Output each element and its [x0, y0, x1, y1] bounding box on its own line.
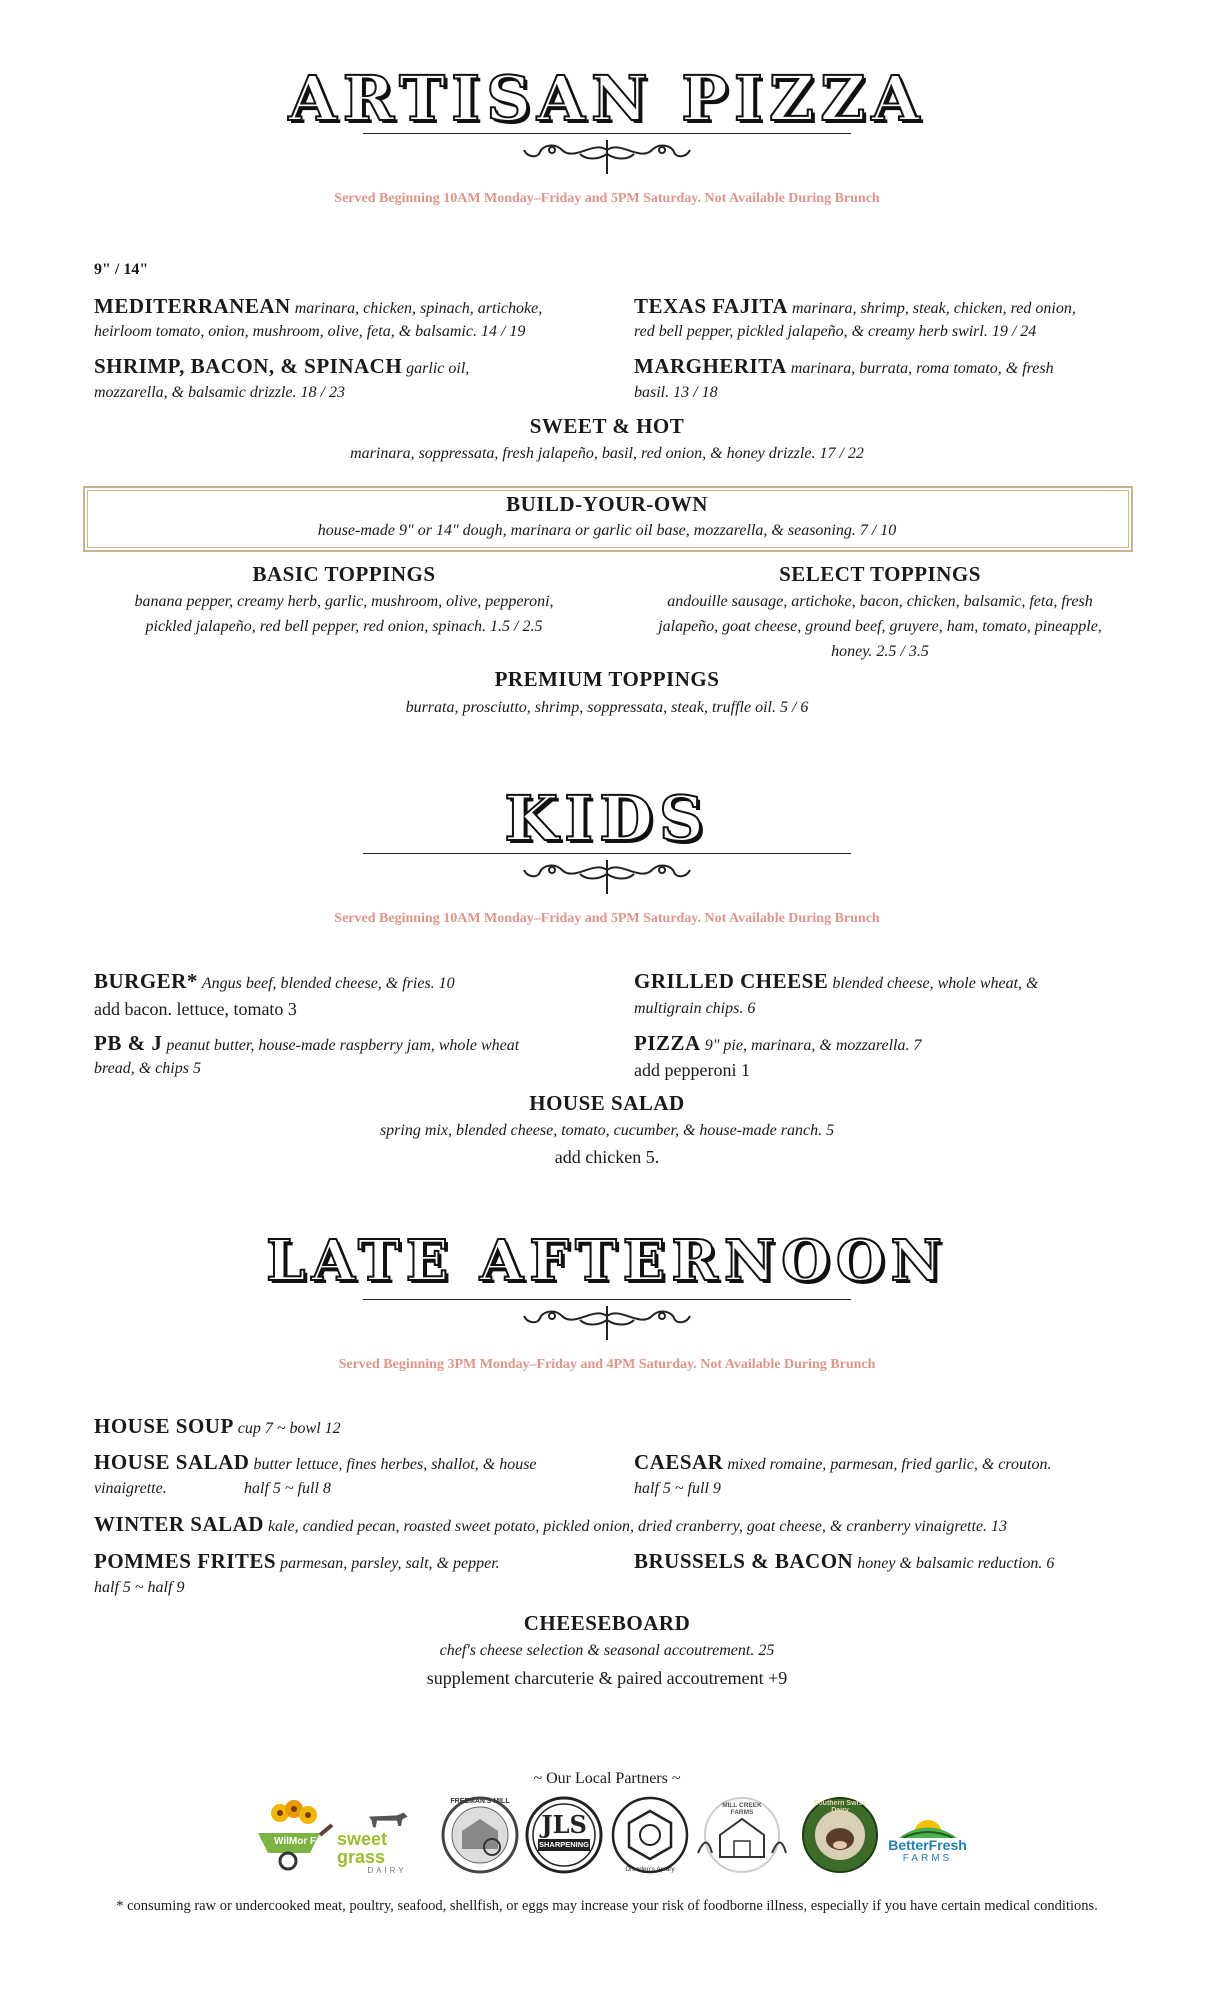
item-desc-cont: multigrain chips. 6: [634, 1000, 756, 1017]
select-toppings-name: SELECT TOPPINGS: [779, 562, 981, 586]
item-desc-cont: half 5 ~ full 9: [634, 1480, 721, 1497]
mill-creek-text: MILL CREEK FARMS: [722, 1802, 762, 1816]
menu-item-house-soup: [94, 1414, 341, 1441]
item-desc: mixed romaine, parmesan, fried garlic, & crouton.: [727, 1456, 1052, 1473]
menu-item-shrimp-bacon-spinach: [94, 354, 469, 381]
item-name: PB & J: [94, 1031, 163, 1055]
basic-toppings-desc-cont: pickled jalapeño, red bell pepper, red onion, spinach. 1.5 / 2.5: [145, 618, 543, 635]
build-your-own-name: BUILD-YOUR-OWN: [506, 492, 708, 516]
jls-text: JLS: [541, 1810, 587, 1839]
sharpening-text: SHARPENING: [538, 1840, 589, 1849]
item-desc: honey & balsamic reduction. 6: [857, 1555, 1055, 1572]
menu-item-grilled-cheese: [634, 969, 1038, 996]
item-desc: blended cheese, whole wheat, &: [832, 975, 1039, 992]
premium-toppings-name: PREMIUM TOPPINGS: [494, 667, 720, 691]
menu-item-house-salad: [94, 1450, 537, 1477]
item-name: TEXAS FAJITA: [634, 294, 788, 318]
flourish-ornament-icon: [514, 856, 700, 898]
artisan-pizza-title: ARTISAN PIZZA: [288, 62, 926, 135]
menu-item-kids-pizza: [634, 1031, 921, 1058]
kids-house-salad-addon: add chicken 5.: [554, 1147, 660, 1167]
menu-item-burger: [94, 969, 455, 996]
item-desc: cup 7 ~ bowl 12: [237, 1420, 341, 1437]
item-desc-cont: mozzarella, & balsamic drizzle. 18 / 23: [94, 384, 345, 401]
menu-item-mediterranean: [94, 294, 542, 321]
item-name: BRUSSELS & BACON: [634, 1549, 854, 1573]
item-desc-cont: half 5 ~ half 9: [94, 1579, 185, 1596]
title-rule: [363, 1299, 851, 1300]
item-name: GRILLED CHEESE: [634, 969, 829, 993]
item-name: MEDITERRANEAN: [94, 294, 291, 318]
item-desc: 9" pie, marinara, & mozzarella. 7: [704, 1037, 922, 1054]
wilmor-logo-text: WilMor Farms: [274, 1836, 341, 1847]
sweet-grass-text: sweet grass: [337, 1829, 388, 1867]
kids-served-note: Served Beginning 10AM Monday–Friday and 5PM Saturday. Not Available During Brunch: [334, 911, 880, 926]
item-name: SHRIMP, BACON, & SPINACH: [94, 354, 403, 378]
betterfresh-farms-logo: [885, 1800, 970, 1872]
item-name: POMMES FRITES: [94, 1549, 277, 1573]
build-your-own-desc: house-made 9" or 14" dough, marinara or garlic oil base, mozzarella, & seasoning. 7 / 10: [317, 522, 897, 539]
cheeseboard-desc: chef's cheese selection & seasonal accoutrement. 25: [439, 1642, 775, 1659]
late-served-note: Served Beginning 3PM Monday–Friday and 4PM Saturday. Not Available During Brunch: [338, 1357, 876, 1372]
southern-swiss-text: Southern Swiss Dairy: [813, 1800, 867, 1814]
item-desc: Angus beef, blended cheese, & fries. 10: [201, 975, 455, 992]
item-desc: marinara, shrimp, steak, chicken, red onion,: [792, 300, 1076, 317]
item-addon: add bacon. lettuce, tomato 3: [94, 999, 297, 1019]
item-addon: add pepperoni 1: [634, 1060, 750, 1080]
menu-item-pbj: [94, 1031, 519, 1058]
select-toppings-desc: andouille sausage, artichoke, bacon, chicken, balsamic, feta, fresh: [667, 593, 1093, 610]
freemans-mill-text: FREEMAN'S MILL: [450, 1798, 510, 1805]
item-price: half 5 ~ full 8: [244, 1480, 331, 1497]
item-desc: kale, candied pecan, roasted sweet potato, pickled onion, dried cranberry, goat cheese, & cranberry vinaigrette. 13: [267, 1518, 1008, 1535]
kids-house-salad-desc: spring mix, blended cheese, tomato, cucumber, & house-made ranch. 5: [379, 1122, 835, 1139]
item-desc: peanut butter, house-made raspberry jam, whole wheat: [166, 1037, 520, 1054]
menu-item-pommes-frites: [94, 1549, 500, 1576]
sweet-hot-desc: marinara, soppressata, fresh jalapeño, basil, red onion, & honey drizzle. 17 / 22: [350, 445, 864, 462]
cheeseboard-addon: supplement charcuterie & paired accoutrement +9: [426, 1668, 788, 1688]
item-desc: parmesan, parsley, salt, & pepper.: [280, 1555, 500, 1572]
menu-item-margherita: [634, 354, 1054, 381]
hexagon-seal-icon: [610, 1795, 690, 1875]
item-name: HOUSE SALAD: [94, 1450, 250, 1474]
item-desc-cont: basil. 13 / 18: [634, 384, 718, 401]
item-desc: butter lettuce, fines herbes, shallot, & house: [253, 1456, 537, 1473]
basic-toppings-name: BASIC TOPPINGS: [252, 562, 436, 586]
premium-toppings-desc: burrata, prosciutto, shrimp, soppressata, steak, truffle oil. 5 / 6: [405, 699, 809, 716]
kids-house-salad-name: HOUSE SALAD: [529, 1091, 685, 1115]
title-rule: [363, 853, 851, 854]
item-desc-cont: vinaigrette.: [94, 1480, 167, 1497]
pizza-served-note: Served Beginning 10AM Monday–Friday and 5PM Saturday. Not Available During Brunch: [334, 191, 880, 206]
dairy-text: DAIRY: [367, 1866, 407, 1875]
item-name: MARGHERITA: [634, 354, 787, 378]
item-desc-cont: heirloom tomato, onion, mushroom, olive, feta, & balsamic. 14 / 19: [94, 323, 526, 340]
basic-toppings-desc: banana pepper, creamy herb, garlic, mushroom, olive, pepperoni,: [134, 593, 554, 610]
dreadens-apiary-text: Dreaden's Apiary: [625, 1866, 675, 1873]
betterfresh-text: BetterFresh: [888, 1837, 967, 1853]
local-partners-heading: ~ Our Local Partners ~: [533, 1770, 681, 1787]
item-name: WINTER SALAD: [94, 1512, 264, 1536]
item-name: CAESAR: [634, 1450, 724, 1474]
pizza-sizes: 9" / 14": [94, 261, 149, 278]
item-desc: marinara, chicken, spinach, artichoke,: [294, 300, 543, 317]
dreadens-apiary-logo: [610, 1795, 690, 1875]
late-afternoon-title: LATE AFTERNOON: [266, 1228, 948, 1294]
item-name: BURGER*: [94, 969, 198, 993]
cheeseboard-name: CHEESEBOARD: [523, 1611, 691, 1635]
sweet-hot-name: SWEET & HOT: [529, 414, 685, 438]
sunrise-fields-icon: [897, 1808, 959, 1838]
wheelbarrow-flowers-icon: [250, 1795, 335, 1875]
select-toppings-desc-cont2: honey. 2.5 / 3.5: [831, 643, 929, 660]
item-desc: garlic oil,: [406, 360, 470, 377]
wilmor-farms-logo: [250, 1795, 335, 1875]
menu-item-texas-fajita: [634, 294, 1076, 321]
kids-title: KIDS: [504, 782, 710, 855]
item-desc-cont: red bell pepper, pickled jalapeño, & creamy herb swirl. 19 / 24: [634, 323, 1037, 340]
menu-item-caesar: [634, 1450, 1051, 1477]
farms-text: FARMS: [902, 1853, 953, 1864]
title-rule: [363, 133, 851, 134]
cow-icon: [352, 1810, 422, 1830]
menu-item-winter-salad: [94, 1512, 1007, 1539]
flourish-ornament-icon: [514, 136, 700, 178]
flourish-ornament-icon: [514, 1302, 700, 1344]
sweet-grass-dairy-logo: [337, 1810, 437, 1875]
mill-seal-icon: [440, 1795, 520, 1875]
item-name: HOUSE SOUP: [94, 1414, 234, 1438]
menu-item-brussels-bacon: [634, 1549, 1054, 1576]
item-desc-cont: bread, & chips 5: [94, 1060, 201, 1077]
select-toppings-desc-cont: jalapeño, goat cheese, ground beef, gruyere, ham, tomato, pineapple,: [658, 618, 1102, 635]
item-desc: marinara, burrata, roma tomato, & fresh: [790, 360, 1054, 377]
freemans-mill-logo: [440, 1795, 520, 1875]
foodborne-illness-footnote: * consuming raw or undercooked meat, poultry, seafood, shellfish, or eggs may increase your risk of foodborne illness, especially if you have certain medical conditions.: [116, 1898, 1098, 1914]
item-name: PIZZA: [634, 1031, 701, 1055]
